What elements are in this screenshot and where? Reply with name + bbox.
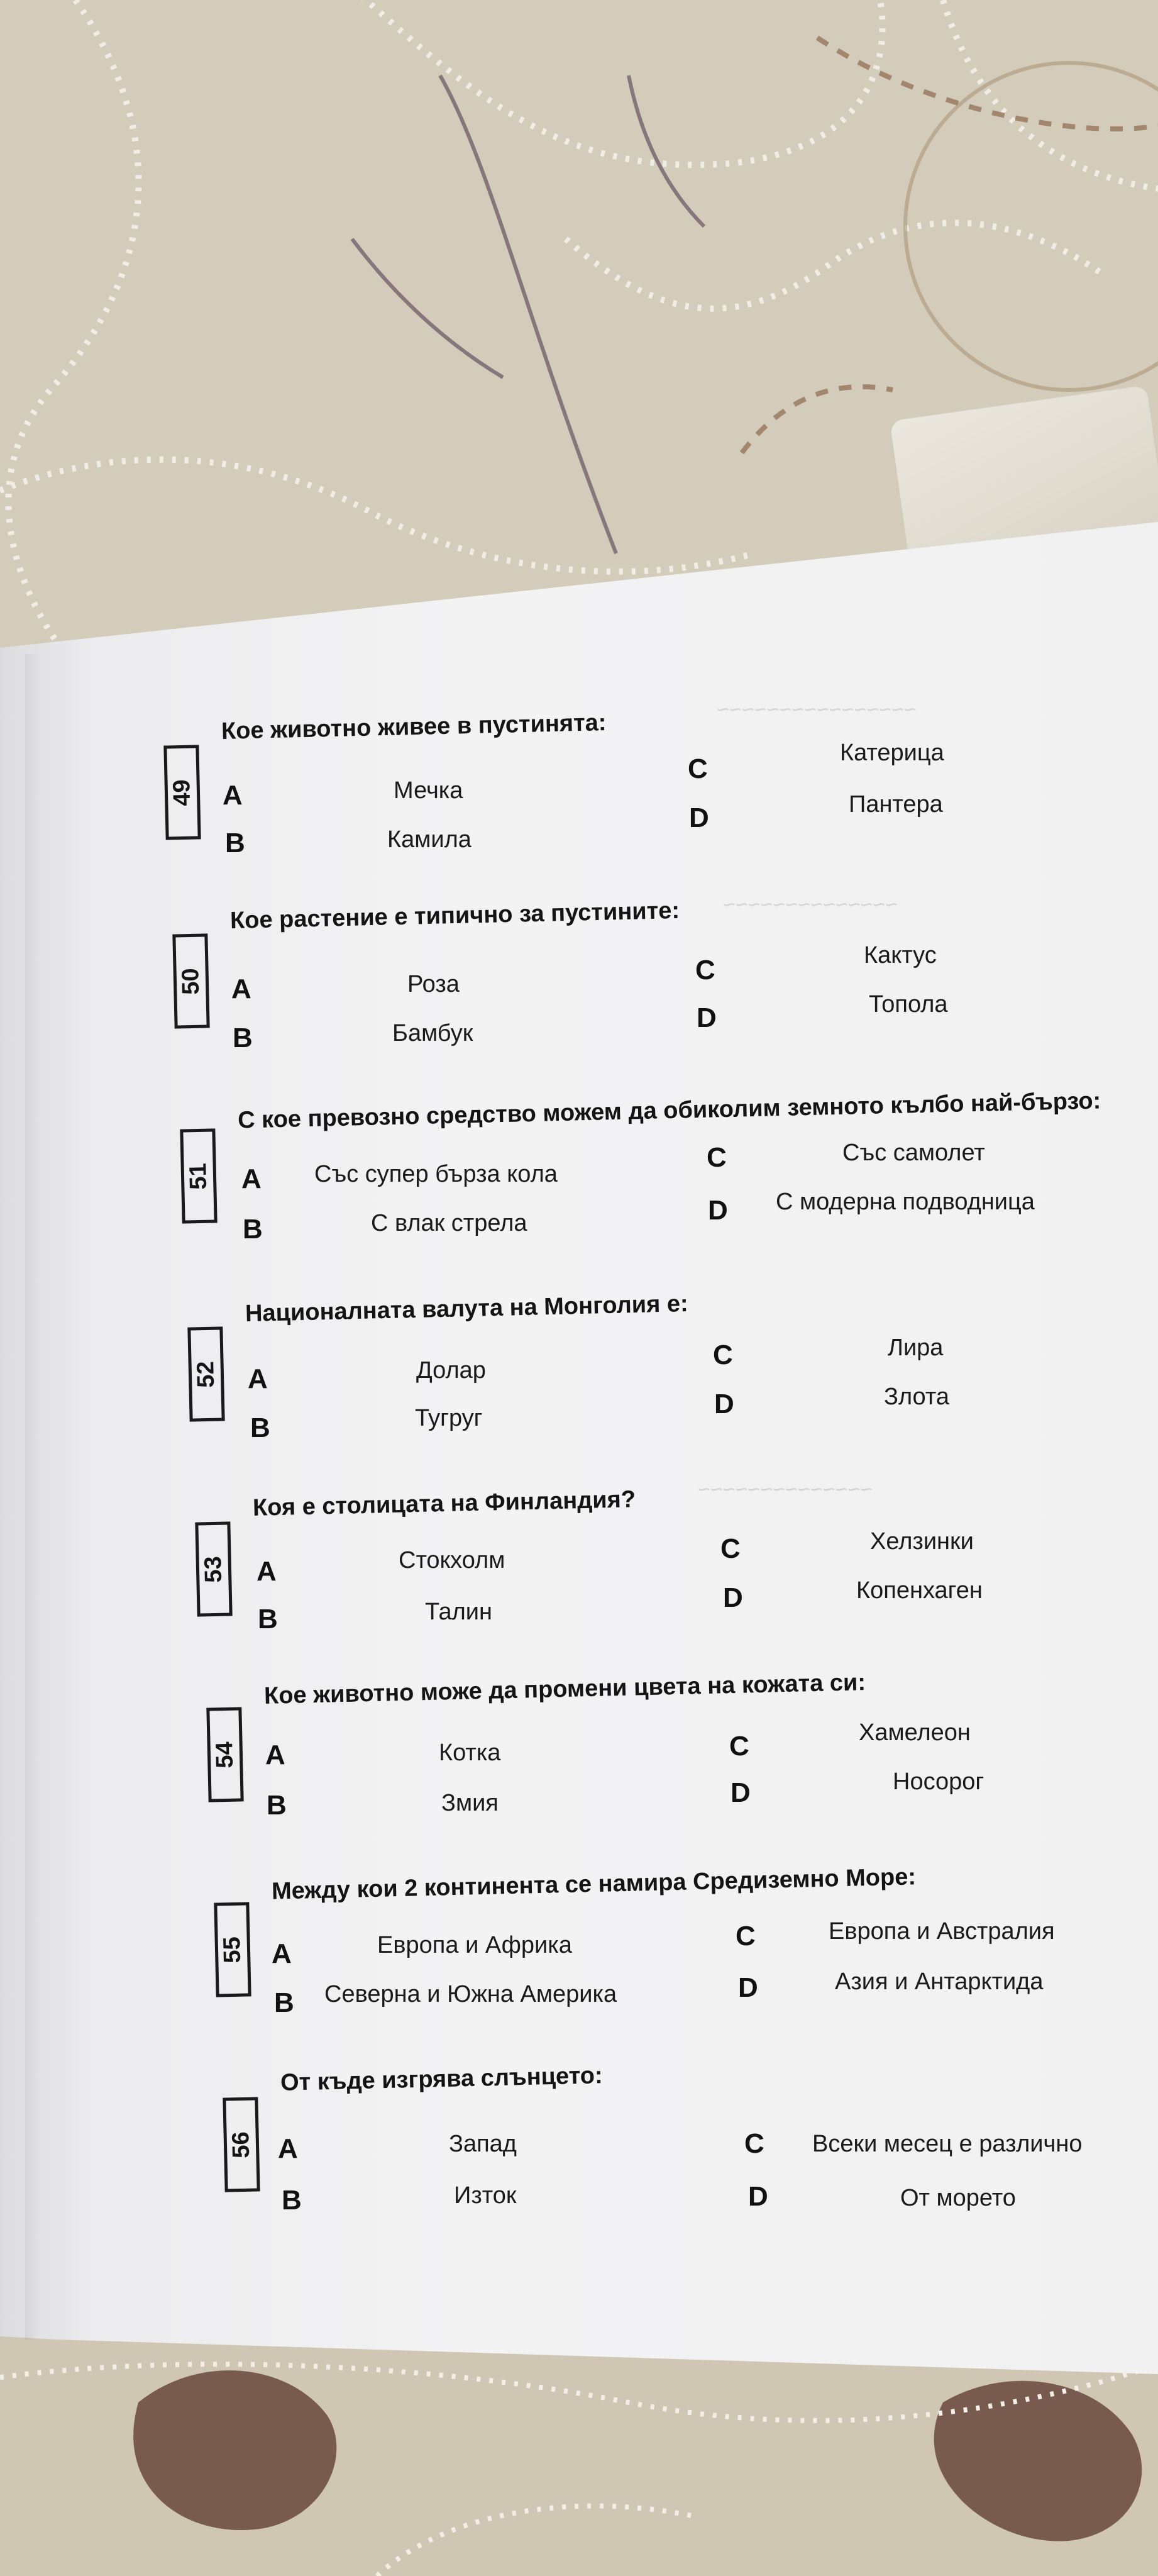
option-letter-b: B <box>243 1214 263 1245</box>
question-number: 54 <box>211 1741 238 1768</box>
answer-c: Всеки месец е различно <box>812 2131 1083 2157</box>
answer-d: Носорог <box>893 1768 984 1795</box>
answer-a: Със супер бърза кола <box>314 1161 558 1187</box>
show-through-text: ~~~~~~~~~~~~~~~~ <box>717 698 917 722</box>
answer-c: Кактус <box>864 942 937 969</box>
answer-a: Мечка <box>394 777 463 804</box>
question-text: Между кои 2 континента се намира Средиземно Море: <box>271 1863 917 1905</box>
option-letter-b: B <box>250 1413 270 1443</box>
option-letter-a: A <box>248 1363 268 1394</box>
option-letter-c: C <box>695 955 715 985</box>
answer-d: Топола <box>869 991 948 1018</box>
answer-a: Роза <box>407 971 460 997</box>
question-number: 50 <box>177 967 204 995</box>
option-letter-c: C <box>707 1142 727 1173</box>
answer-b: С влак стрела <box>371 1210 527 1236</box>
answer-c: Катерица <box>840 740 944 766</box>
option-letter-c: C <box>736 1921 756 1951</box>
question-number-box <box>214 1902 251 1997</box>
answer-b: Изток <box>454 2182 517 2209</box>
question-number-box <box>172 933 209 1028</box>
question-number: 52 <box>192 1360 219 1388</box>
option-letter-a: A <box>241 1163 262 1194</box>
question-text: Коя е столицата на Финландия? <box>252 1486 636 1521</box>
option-letter-c: C <box>720 1533 741 1564</box>
question-number-box <box>180 1128 217 1223</box>
option-letter-a: A <box>256 1556 277 1587</box>
answer-b: Камила <box>387 826 471 853</box>
answer-a: Стокхолм <box>399 1547 505 1574</box>
question-text: С кое превозно средство можем да обиколим земното кълбо най-бързо: <box>237 1087 1101 1134</box>
answer-a: Европа и Африка <box>377 1932 572 1958</box>
option-letter-d: D <box>714 1389 734 1419</box>
question-number: 55 <box>219 1936 246 1963</box>
answer-d: Копенхаген <box>856 1577 983 1604</box>
question-number-box <box>223 2097 260 2192</box>
answer-c: Със самолет <box>842 1140 985 1166</box>
answer-d: Азия и Антарктида <box>835 1968 1044 1995</box>
option-letter-c: C <box>729 1731 749 1762</box>
question-text: Националната валута на Монголия е: <box>245 1291 689 1327</box>
option-letter-d: D <box>689 802 709 833</box>
question-text: Кое животно живее в пустинята: <box>221 709 607 745</box>
option-letter-b: B <box>225 828 245 858</box>
answer-b: Змия <box>441 1790 499 1816</box>
answer-b: Талин <box>425 1599 493 1625</box>
answer-c: Хамелеон <box>859 1719 971 1746</box>
answer-a: Котка <box>439 1740 501 1766</box>
option-letter-b: B <box>233 1023 253 1053</box>
question-number: 51 <box>185 1162 212 1190</box>
option-letter-b: B <box>267 1790 287 1821</box>
option-letter-b: B <box>258 1604 278 1635</box>
answer-d: Пантера <box>849 791 943 818</box>
question-number-box <box>163 745 201 840</box>
option-letter-b: B <box>274 1987 294 2018</box>
answer-c: Европа и Австралия <box>829 1918 1055 1945</box>
question-number-box <box>195 1521 232 1616</box>
option-letter-d: D <box>738 1972 758 2003</box>
option-letter-d: D <box>731 1777 751 1808</box>
answer-d: С модерна подводница <box>776 1189 1035 1215</box>
show-through-text: ~~~~~~~~~~~~~~ <box>698 1478 873 1502</box>
option-letter-d: D <box>748 2181 768 2212</box>
question-number: 56 <box>228 2131 255 2158</box>
option-letter-b: B <box>282 2185 302 2216</box>
option-letter-d: D <box>723 1582 743 1613</box>
option-letter-a: A <box>231 974 251 1004</box>
option-letter-c: C <box>688 753 708 784</box>
question-text: Кое растение е типично за пустините: <box>229 897 680 935</box>
answer-c: Лира <box>888 1335 944 1361</box>
show-through-text: ~~~~~~~~~~~~~~ <box>723 893 898 917</box>
answer-d: Злота <box>884 1384 949 1410</box>
question-number: 53 <box>200 1555 227 1583</box>
option-letter-d: D <box>697 1002 717 1033</box>
option-letter-a: A <box>272 1938 292 1969</box>
option-letter-d: D <box>708 1195 728 1226</box>
answer-b: Тугруг <box>415 1405 483 1431</box>
answer-b: Бамбук <box>392 1020 473 1046</box>
option-letter-a: A <box>265 1740 285 1770</box>
option-letter-a: A <box>223 780 243 811</box>
answer-b: Северна и Южна Америка <box>324 1981 617 2007</box>
answer-a: Запад <box>449 2131 517 2157</box>
answer-a: Долар <box>416 1357 486 1384</box>
option-letter-a: A <box>278 2133 298 2164</box>
question-number: 49 <box>168 779 196 806</box>
answer-d: От морето <box>900 2185 1016 2211</box>
question-number-box <box>206 1707 243 1802</box>
option-letter-c: C <box>713 1340 733 1370</box>
question-number-box <box>187 1326 224 1421</box>
question-text: От къде изгрява слънцето: <box>280 2062 604 2096</box>
answer-c: Хелзинки <box>870 1528 974 1555</box>
question-text: Кое животно може да промени цвета на кожата си: <box>263 1669 866 1709</box>
option-letter-c: C <box>744 2128 764 2159</box>
